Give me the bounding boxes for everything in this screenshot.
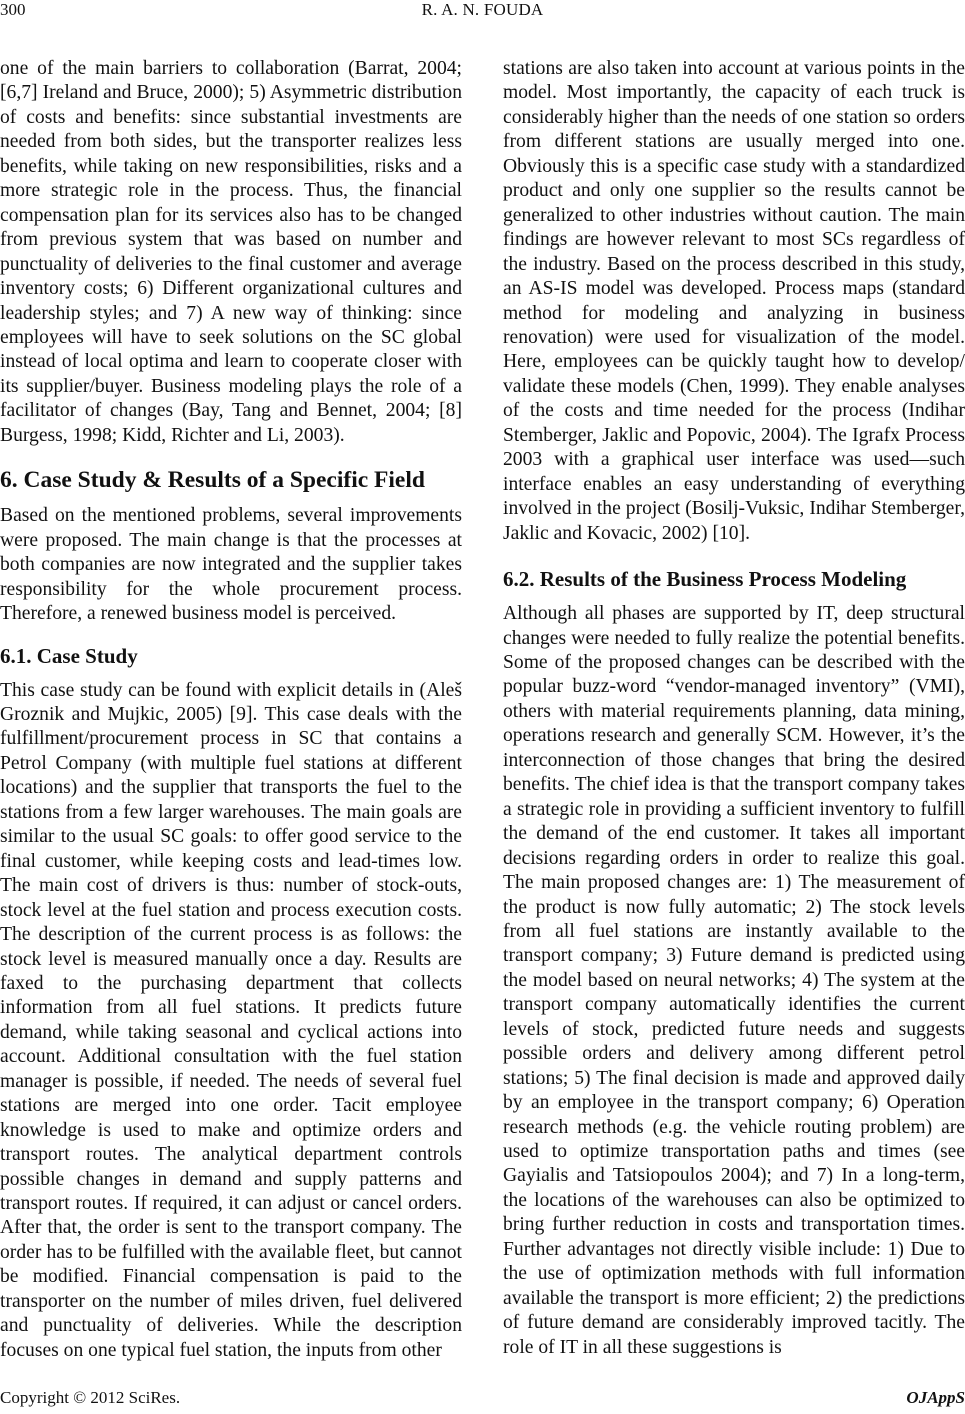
page-footer — [0, 1388, 965, 1412]
section-heading-6: 6. Case Study & Results of a Specific Field — [0, 467, 425, 494]
left-column — [0, 57, 462, 1363]
right-column — [503, 57, 965, 1360]
subsection-heading-6-2: 6.2. Results of the Business Process Modeling — [503, 567, 907, 592]
journal-abbreviation: OJAppS — [906, 1388, 965, 1407]
body-paragraph: Although all phases are supported by IT, deep structural changes were needed to fully realize the potential benefits. Some of the proposed changes can be described with the popular buzz-word “vendor-managed inventory” (VMI), others with material requirements planning, data mining, operations research and generally SCM. However, it’s the interconnection of those changes that bring the desired benefits. The chief idea is that the transport company takes a strategic role in providing a sufficient inventory to fulfill the demand of the end customer. It takes all important decisions regarding orders in order to realize this goal. The main proposed changes are: 1) The measurement of the product is now fully automatic; 2) The stock levels from all fuel stations are instantly available to the transport company; 3) Future demand is predicted using the model based on neural networks; 4) The system at the transport company automatically identifies the current levels of stock, predicted future needs and suggests possible orders and delivery among different petrol stations; 5) The final decision is made and approved daily by an employee in the transport company; 6) Operation research methods (e.g. the vehicle routing problem) are used to optimize transportation paths and times (see Gayialis and Tatsiopoulos 2004); and 7) In a long-term, the locations of the warehouses can also be optimized to bring further reduction in costs and transportation times. Further advantages not directly visible include: 1) Due to the use of optimization methods with full information available the transport is more efficient; 2) the predictions of future demand are considerably improved tacitly. The role of IT in all these suggestions is — [503, 603, 965, 1358]
page-number: 300 — [0, 0, 26, 19]
body-paragraph: stations are also taken into account at various points in the model. Most importantly, the capacity of each truck is considerably higher than the needs of one station so orders from different stations are usually merged into one. Obviously this is a specific case study with a standardized product and only one supplier so the results cannot be generalized to other industries without caution. The main findings are however relevant to most SCs regardless of the industry. Based on the process described in this study, an AS-IS model was developed. Process maps (standard method for modeling and analyzing in business renovation) were used for visualization of the model. Here, employees can be quickly taught how to develop/ validate these models (Chen, 1999). They enable analyses of the costs and time needed for the process (Indihar Stemberger, Jaklic and Popovic, 2004). The Igrafx Process 2003 with a graphical user interface was used—such interface enables an easy understanding of everything involved in the project (Bosilj-Vuksic, Indihar Stemberger, Jaklic and Kovacic, 2002) [10]. — [503, 58, 965, 544]
copyright-notice: Copyright © 2012 SciRes. — [0, 1388, 181, 1407]
body-paragraph: Based on the mentioned problems, several improvements were proposed. The main change is that the processes at both companies are now integrated and the supplier takes responsibility for the whole procurement process. Therefore, a renewed business model is perceived. — [0, 505, 462, 625]
subsection-heading-6-1: 6.1. Case Study — [0, 643, 138, 668]
body-paragraph: one of the main barriers to collaboration (Barrat, 2004; [6,7] Ireland and Bruce, 2000); 5) Asymmetric distribution of costs and benefits: since substantial investments are needed from both sides, but the transporter realizes less benefits, while taking on new responsibilities, risks and a more strategic role in the process. Thus, the financial compensation plan for its services also has to be changed from previous system that was based on number and punctuality of deliveries to the final customer and average inventory costs; 6) Different organizational cultures and leadership styles; and 7) A new way of thinking: since employees will have to seek solutions on the SC global instead of local optima and learn to cooperate closer with its supplier/buyer. Business modeling plays the role of a facilitator of changes (Bay, Tang and Bennet, 2004; [8] Burgess, 1998; Kidd, Richter and Li, 2003). — [0, 58, 462, 446]
page-header — [0, 0, 965, 24]
running-head-author: R. A. N. FOUDA — [421, 0, 544, 19]
body-paragraph: This case study can be found with explicit details in (Aleš Groznik and Mujkic, 2005) [9]. This case deals with the fulfillment/procurement process in SC that contains a Petrol Company (with multiple fuel stations at different locations) and the supplier that transports the fuel to the stations from a few larger warehouses. The main goals are similar to the usual SC goals: to offer good service to the final customer, while keeping costs and lead-times low. The main cost of drivers is thus: number of stock-outs, stock level at the fuel station and process execution costs. The description of the current process is as follows: the stock level is measured manually once a day. Results are faxed to the purchasing department that collects information from all fuel stations. It predicts future demand, while taking seasonal and cyclical actions into account. Additional consultation with the fuel station manager is possible, if needed. The needs of several fuel stations are merged into one order. Tacit employee knowledge is used to make and optimize orders and transport routes. The analytical department controls possible changes in demand and supply patterns and transport routes. If required, it can adjust or cancel orders. After that, the order is sent to the transport company. The order has to be fulfilled with the available fleet, but cannot be modified. Financial compensation is paid to the transporter on the number of miles driven, fuel delivered and punctuality of deliveries. While the description focuses on one typical fuel station, the inputs from other — [0, 679, 462, 1361]
